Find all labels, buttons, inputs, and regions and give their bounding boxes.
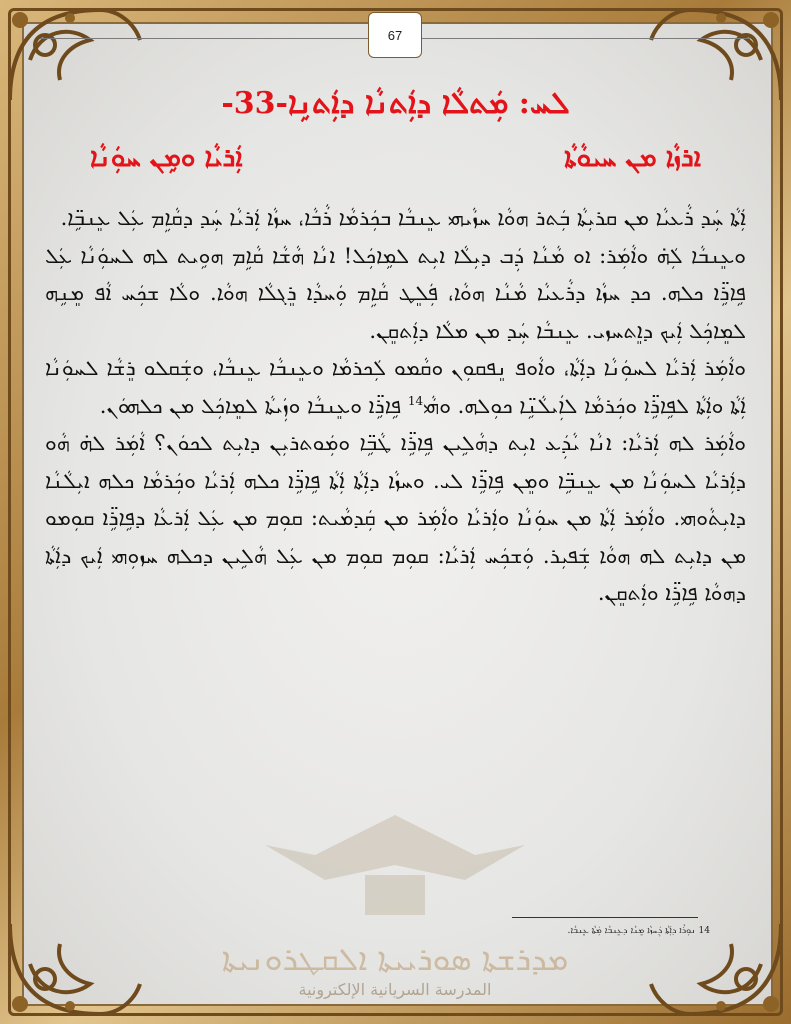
paragraph	[45, 350, 746, 425]
paragraph: ܘܐܵܡܲܪ ܠܗ ܐܲܪܝܵܐ: ܐܢܵܐ ܝܵܕܲܥ ܐܝܼܬ ܕܗܵܠܹܝܢ ܦܹܐܪܹ̈ܐ ܛܵܒܹ̈ܐ ܘܡܲܘܬܪܝܼܢ ܕܐܝܼܬ ܠܟܘܿܢ؟ ܐܵܡܲܪ ܠܗ̇ ܗܵܘ ܕܐܲܪܝܵܐ ܠܚܘܲܢܵܐ ܡܢ ܥܸܢܒܹ̈ܐ ܘܡܸܢ ܦܹܐܪܹ̈ܐ ܠܝ. ܘܚܙܵܐ ܕܐܲܬܵܐ ܐܲܬܵܐ ܦܹܐܪܹ̈ܐ ܟܠܗ ܐܲܪܝܵܐ ܘܟܲܪܡܵܐ ܟܠܗ ܐܝܼܠܵܢܵܐ ܕܐܝܼܬܵܘܗܝ. ܘܐܵܡܲܪ ܐܲܬܵܐ ܡܢ ܚܘܲܢܵܐ ܘܐܲܪܝܵܐ ܘܐܵܡܲܪ ܡܢ ܩܲܕܡܵܝܬ: ܩܘܼܡ ܡܢ ܥܲܠ ܐܲܪܥܵܐ ܕܦܹܐܪܹ̈ܐ ܩܘܼܡܘ ܡܢ ܕܐܝܼܬ ܠܗ ܗܘܵܐ ܫܲܦܝܼܪ. ܘܲܫܟܲܚ ܐܲܪܝܵܐ: ܩܘܼܡ ܩܘܼܡ ܡܢ ܥܲܠ ܗܵܠܹܝܢ ܕܟܠܗ ܚܙܘܼܗܝ ܐܲܝܟ ܕܐܲܬܵܐ ܕܗܘܵܐ ܦܹܐܪܹ̈ܐ ܘܐܲܬܩܸܢ.	[45, 431, 746, 605]
story-body	[45, 200, 746, 613]
watermark-arabic: المدرسة السريانية الإلكترونية	[298, 980, 492, 999]
page-title: ܠܚ: ܡܲܬܠܵܐ ܕܐܲܬܢܵܐ ܕܐܲܬܢܹܐ-33-	[221, 86, 570, 121]
header-rule	[40, 38, 368, 39]
footnote-reference[interactable]: 14	[407, 393, 424, 408]
footnote: 14 ܢܘܼܪܵܐ ܕܐܲܬܵܐ ܕܲܚܙܵܐ ܡܸܢܵܐ ܕܥܸܢܒܵܐ ܡܲܬܵܐ ܥܸܢܒܵܐ.	[567, 926, 710, 936]
paragraph: ܐܲܬܵܐ ܚܲܕ ܪܵܥܝܵܐ ܡܢ ܩܪܝܼܬܵܐ ܒܲܬܪ ܗܘܵܐ ܚܙܵܝܗܝ ܥܸܢܒܵܐ ܒܟܲܪܡܵܐ ܪܵܒܵܐ، ܚܙܵܐ ܐܲܪܝܵܐ ܚܲܕ ܕܩܵܐܹܡ ܥܲܠ ܥܸܢܒܹ̈ܐ.	[60, 206, 746, 230]
subtitle-left: ܐܲܪܝܵܐ ܘܡܹܢ ܚܘܲܢܵܐ	[90, 143, 243, 173]
footnote-rule	[512, 917, 698, 918]
paragraph-text: ܘܐܵܡܲܪ ܐܲܪܝܵܐ ܠܚܘܲܢܵܐ ܕܐܲܬܵܐ، ܘܐܵܘܦ ܢܸܦܩܘܼܢ ܘܩܵܡܘ ܠܲܟܪܡܵܐ ܘܥܸܢܒܵܐ ܥܸܢܒܵܐ، ܘܫܲܩܠܘ ܪܸܫܵܐ ܠܚܘܲܢܵܐ ܐܲܬܵܐ ܘܐܲܬܵܐ ܠܦܹܐܪܹ̈ܐ ܘܟܲܪܡܵܐ ܠܐܲܝܠܵܢܹ̈ܐ ܟܘܼܠܗ. ܘܗܵܝ	[45, 356, 746, 418]
paragraph: ܘܥܸܢܒܵܐ ܠܲܗ̇ ܘܐܵܡܲܪ: ܐܘ ܡܵܢܵܐ ܕܲܒ ܕܝܼܠܵܐ ܐܝܼܬ ܠܡܹܐܟܲܠ! ܐܢܵܐ ܗܵܫܵܐ ܩܵܐܹܡ ܗܘܹܝܬ ܠܗ ܠܚܘܲܢܵܐ ܥܲܠ ܦܹܐܪܹ̈ܐ ܟܠܗ. ܟܕ ܚܙܵܐ ܕܪܵܥܝܵܐ ܡܵܢܵܐ ܗܘܵܐ، ܦܲܠܸܛ ܩܵܐܹܡ ܘܲܚܕܵܐ ܪܸܓܠܵܐ ܗܘܵܐ. ܘܠܵܐ ܫܟܲܚ ܐܵܦ ܡܸܢܹܗ ܠܡܸܐܟܲܠ ܐܲܝܟ ܕܐܸܬܚܙܝ. ܥܸܢܒܵܐ ܚܲܕ ܡܢ ܡܠܵܐ ܕܐܲܬܩܸܢ.	[45, 243, 746, 343]
page-number: 67	[368, 12, 422, 58]
header-rule	[420, 38, 750, 39]
watermark-emblem-icon	[255, 795, 535, 935]
subtitle-right: ܐܪܙܵܐ ܡܢ ܚܝܘܵܬܵܐ	[564, 143, 701, 173]
paragraph-text: ܦܹܐܪܹ̈ܐ ܘܥܸܢܒܵܐ ܘܙܲܝܬܵܐ ܠܡܸܐܟܲܠ ܡܢ ܟܠܗܘܿܢ.	[99, 393, 402, 418]
watermark-syriac: ܡܕܪܫܬܐ ܣܘܪܝܝܬܐ ܐܠܩܛܪܘܢܝܬܐ	[221, 940, 569, 978]
subtitle-row	[90, 143, 701, 174]
